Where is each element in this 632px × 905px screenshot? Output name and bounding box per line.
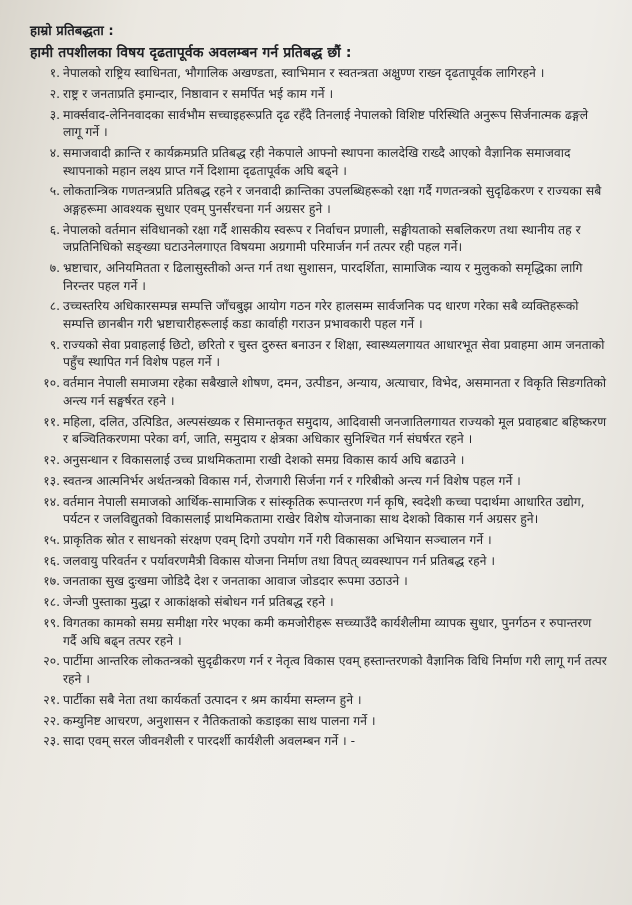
pledge-number: ११. xyxy=(43,414,60,429)
pledge-item xyxy=(30,260,614,298)
pledge-number: १६. xyxy=(43,553,60,568)
pledge-text: मार्क्सवाद-लेनिनवादका सार्वभौम सच्चाइहरूप्रति दृढ रहँदै तिनलाई नेपालको विशिष्ट परिस्थिति अनुरूप सिर्जनात्मक ढङ्गले लागू गर्ने । xyxy=(63,107,589,140)
pledge-item xyxy=(30,553,614,574)
pledge-number: १९. xyxy=(43,616,60,630)
pledge-item xyxy=(30,494,614,532)
pledge-item xyxy=(30,473,614,494)
pledge-text: महिला, दलित, उत्पिडित, अल्पसंख्यक र सिमान्तकृत समुदाय, आदिवासी जनजातिलगायत राज्यको मूल प्रवाहबाट बहिष्करण र बञ्चितिकरणमा परेका वर्ग, जाति, समुदाय र क्षेत्रका अधिकार सुनिश्चित गर्न संघर्षरत रहने । xyxy=(63,414,607,447)
pledge-item xyxy=(30,452,614,473)
pledge-number: ८. xyxy=(49,299,60,314)
pledge-item xyxy=(30,594,614,615)
pledge-number: ५. xyxy=(49,184,60,199)
pledge-text: राज्यको सेवा प्रवाहलाई छिटो, छरितो र चुस्त दुरुस्त बनाउन र शिक्षा, स्वास्थ्यलगायत आधारभूत सेवा प्रवाहमा आम जनताको पहुँच स्थापित गर्न विशेष पहल गर्ने । xyxy=(63,337,605,370)
pledge-text: भ्रष्टाचार, अनियमितता र ढिलासुस्तीको अन्त गर्न तथा सुशासन, पारदर्शिता, सामाजिक न्याय र मुलुकको समृद्धिका लागि निरन्तर पहल गर्ने । xyxy=(63,261,583,293)
pledge-text: उच्चस्तरिय अधिकारसम्पन्न सम्पत्ति जाँचबुझ आयोग गठन गरेर हालसम्म सार्वजनिक पद धारण गरेका सबै व्यक्तिहरूको सम्पत्ति छानबीन गरी भ्रष्टाचारीहरूलाई कडा कार्वाही गराउन प्रभावकारी पहल गर्ने । xyxy=(63,299,579,332)
document-page xyxy=(30,22,614,892)
pledge-number: २०. xyxy=(43,654,60,669)
pledge-text: पार्टीका सबै नेता तथा कार्यकर्ता उत्पादन र श्रम कार्यमा सम्लग्न हुने । xyxy=(63,692,362,707)
pledge-text: जनताका सुख दुःखमा जोडिदै देश र जनताका आवाज जोडदार रूपमा उठाउने । xyxy=(63,574,408,589)
pledge-item xyxy=(30,532,614,553)
pledge-item xyxy=(30,222,614,260)
pledge-text: वर्तमान नेपाली समाजको आर्थिक-सामाजिक र सांस्कृतिक रूपान्तरण गर्न कृषि, स्वदेशी कच्चा पदार्थमा आधारित उद्योग, पर्यटन र जलविद्युतको विकासलाई प्राथमिकतामा राखेर विशेष योजनाका साथ देशको विकास गर्न अग्रसर हुने। xyxy=(63,494,585,527)
pledge-list xyxy=(30,65,614,754)
pledge-number: १२. xyxy=(43,452,60,467)
pledge-number: ३. xyxy=(49,107,60,122)
pledge-number: २१. xyxy=(43,692,60,707)
pledge-item xyxy=(30,653,614,691)
pledge-number: १०. xyxy=(43,376,60,391)
pledge-item xyxy=(30,65,614,86)
pledge-number: १५. xyxy=(43,532,60,547)
pledge-item xyxy=(30,145,614,183)
pledge-text: विगतका कामको समग्र समीक्षा गरेर भएका कमी कमजोरीहरू सच्च्याउँदै कार्यशैलीमा व्यापक सुधार, पुनर्गठन र रुपान्तरण गर्दै अघि बढ्न तत्पर रहने । xyxy=(63,616,592,648)
pledge-item xyxy=(30,615,614,653)
pledge-item xyxy=(30,107,614,145)
pledge-text: जेन्जी पुस्ताका मुद्धा र आकांक्षको संबोधन गर्न प्रतिबद्ध रहने । xyxy=(63,595,334,610)
pledge-text: अनुसन्धान र विकासलाई उच्च प्राथमिकतामा राखी देशको समग्र विकास कार्य अघि बढाउने । xyxy=(63,452,465,467)
document-subtitle: हामी तपशीलका विषय दृढतापूर्वक अवलम्बन गर्न प्रतिबद्ध छौं : xyxy=(30,45,352,61)
pledge-text: जलवायु परिवर्तन र पर्यावरणमैत्री विकास योजना निर्माण तथा विपत् व्यवस्थापन गर्न प्रतिबद्ध रहने । xyxy=(63,553,496,568)
pledge-number: २२. xyxy=(43,713,60,728)
pledge-number: ९. xyxy=(49,337,60,352)
pledge-text: समाजवादी क्रान्ति र कार्यक्रमप्रति प्रतिबद्ध रही नेकपाले आफ्नो स्थापना कालदेखि राख्दै आएको वैज्ञानिक समाजवाद स्थापनाको महान लक्ष्य प्राप्त गर्ने दिशामा दृढतापूर्वक अघि बढ्ने । xyxy=(63,145,571,178)
pledge-text: कम्युनिष्ट आचरण, अनुशासन र नैतिकताको कडाइका साथ पालना गर्ने । xyxy=(63,713,376,728)
pledge-text: राष्ट्र र जनताप्रति इमान्दार, निष्ठावान र समर्पित भई काम गर्ने । xyxy=(63,86,334,101)
pledge-item xyxy=(30,573,614,594)
pledge-number: ६. xyxy=(49,222,60,237)
pledge-number: १८. xyxy=(43,595,60,610)
pledge-text: सादा एवम् सरल जीवनशैली र पारदर्शी कार्यशैली अवलम्बन गर्ने । - xyxy=(63,734,356,749)
pledge-item xyxy=(30,86,614,107)
pledge-item xyxy=(30,298,614,336)
pledge-number: १४. xyxy=(43,494,60,509)
pledge-number: १३. xyxy=(43,473,60,488)
pledge-number: २३. xyxy=(43,734,60,749)
pledge-text: पार्टीमा आन्तरिक लोकतन्त्रको सुदृढीकरण गर्न र नेतृत्व विकास एवम् हस्तान्तरणको वैज्ञानिक विधि निर्माण गरी लागू गर्न तत्पर रहने । xyxy=(63,654,607,686)
pledge-number: १. xyxy=(49,66,60,80)
pledge-item xyxy=(30,713,614,734)
pledge-item xyxy=(30,375,614,413)
pledge-text: नेपालको राष्ट्रिय स्वाधिनता, भौगालिक अखण्डता, स्वाभिमान र स्वतन्त्रता अक्षुण्ण राख्न दृढतापूर्वक लागिरहने । xyxy=(63,66,545,80)
pledge-number: २. xyxy=(49,86,60,101)
document-title: हाम्रो प्रतिबद्धता : xyxy=(30,24,114,39)
pledge-text: प्राकृतिक स्रोत र साधनको संरक्षण एवम् दिगो उपयोग गर्ने गरी विकासका अभियान सञ्चालन गर्ने । xyxy=(63,532,492,547)
pledge-text: नेपालको वर्तमान संविधानको रक्षा गर्दै शासकीय स्वरूप र निर्वाचन प्रणाली, सङ्घीयताको सबलिकरण तथा स्थानीय तह र जप्रतिनिधिको सङ्ख्या घटाउनेलगाएत विषयमा अग्रगामी परिमार्जन गर्न तत्पर रही पहल गर्ने। xyxy=(63,222,581,255)
pledge-text: वर्तमान नेपाली समाजमा रहेका सबैखाले शोषण, दमन, उत्पीडन, अन्याय, अत्याचार, विभेद, असमानता र विकृति सिङगतिको अन्त्य गर्न सङ्घर्षरत रहने । xyxy=(63,376,607,408)
pledge-item xyxy=(30,183,614,221)
pledge-number: १७. xyxy=(43,574,60,589)
pledge-number: ७. xyxy=(49,261,60,276)
pledge-number: ४. xyxy=(49,145,60,160)
pledge-item xyxy=(30,692,614,713)
pledge-text: लोकतान्त्रिक गणतन्त्रप्रति प्रतिबद्ध रहने र जनवादी क्रान्तिका उपलब्धिहरूको रक्षा गर्दै गणतन्त्रको सुदृढिकरण र राज्यका सबै अङ्गहरूमा आवश्यक सुधार एवम् पुनर्संरचना गर्न अग्रसर हुने । xyxy=(63,184,602,216)
pledge-item xyxy=(30,733,614,754)
pledge-text: स्वतन्त्र आत्मनिर्भर अर्थतन्त्रको विकास गर्न, रोजगारी सिर्जना गर्न र गरिबीको अन्त्य गर्न विशेष पहल गर्ने । xyxy=(63,473,521,488)
pledge-item xyxy=(30,414,614,452)
pledge-item xyxy=(30,337,614,375)
